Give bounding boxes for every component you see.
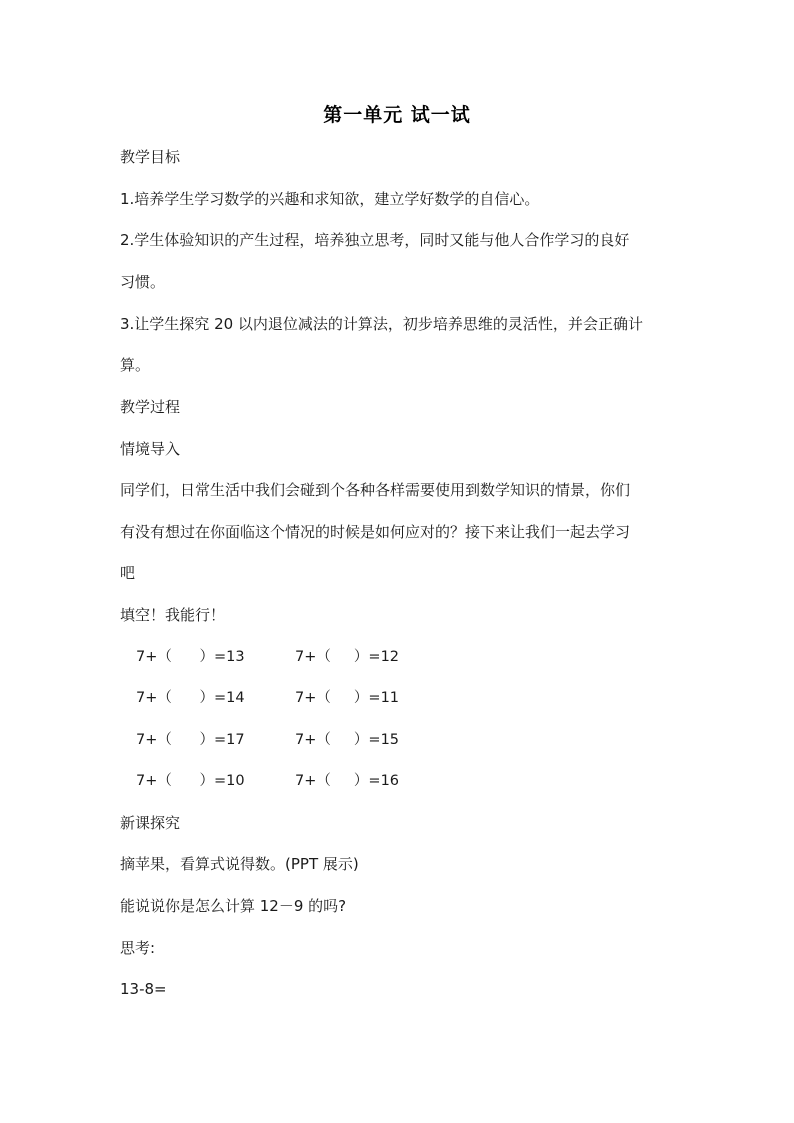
exercise-left: 7+（ ）=14 bbox=[136, 690, 245, 706]
process-heading: 教学过程 bbox=[120, 398, 181, 416]
goals-heading: 教学目标 bbox=[120, 148, 181, 166]
exercise-right: 7+（ ）=12 bbox=[295, 649, 400, 665]
exercise-right: 7+（ ）=15 bbox=[295, 732, 400, 748]
page-title: 第一单元 试一试 bbox=[323, 104, 471, 126]
exercise-left: 7+（ ）=10 bbox=[136, 773, 245, 789]
exercise-left: 7+（ ）=17 bbox=[136, 732, 245, 748]
intro-paragraph-line-3: 吧 bbox=[120, 564, 136, 582]
pick-apples-instruction: 摘苹果，看算式说得数。(PPT 展示) bbox=[120, 855, 359, 873]
expression: 13-8= bbox=[120, 980, 167, 998]
goal-2-line-2: 习惯。 bbox=[120, 273, 166, 291]
intro-paragraph-line-1: 同学们，日常生活中我们会碰到个各种各样需要使用到数学知识的情景，你们 bbox=[120, 481, 631, 499]
intro-heading: 情境导入 bbox=[120, 440, 181, 458]
fill-heading: 填空！我能行！ bbox=[120, 606, 226, 624]
exercise-right: 7+（ ）=11 bbox=[295, 690, 400, 706]
exercise-right: 7+（ ）=16 bbox=[295, 773, 400, 789]
calculation-question: 能说说你是怎么计算 12－9 的吗? bbox=[120, 897, 347, 915]
goal-3-line-2: 算。 bbox=[120, 356, 151, 374]
intro-paragraph-line-2: 有没有想过在你面临这个情况的时候是如何应对的？接下来让我们一起去学习 bbox=[120, 523, 631, 541]
goal-3-line-1: 3.让学生探究 20 以内退位减法的计算法，初步培养思维的灵活性，并会正确计 bbox=[120, 315, 643, 333]
new-lesson-heading: 新课探究 bbox=[120, 814, 181, 832]
think-label: 思考: bbox=[120, 939, 156, 957]
goal-2-line-1: 2.学生体验知识的产生过程，培养独立思考，同时又能与他人合作学习的良好 bbox=[120, 231, 630, 249]
exercise-left: 7+（ ）=13 bbox=[136, 649, 245, 665]
goal-1: 1.培养学生学习数学的兴趣和求知欲，建立学好数学的自信心。 bbox=[120, 190, 540, 208]
